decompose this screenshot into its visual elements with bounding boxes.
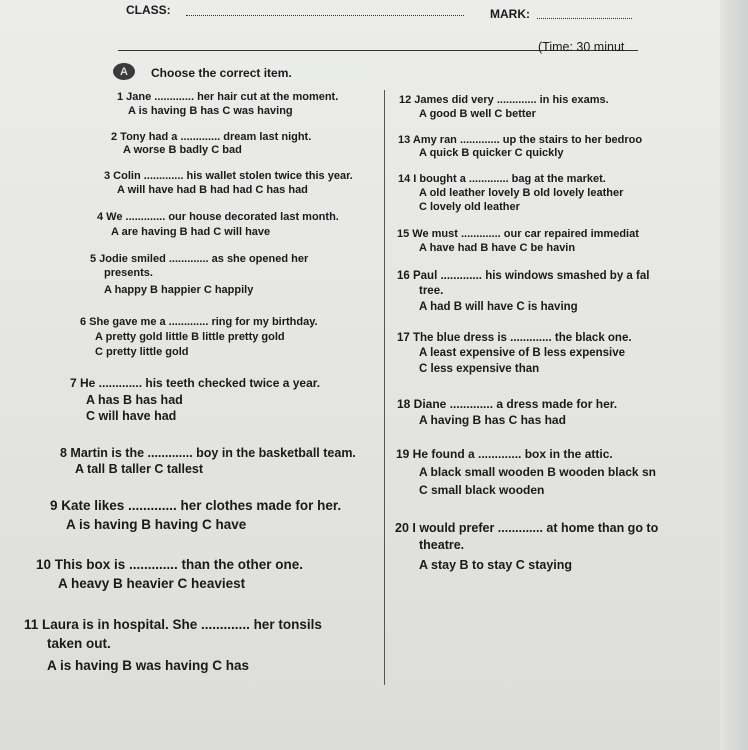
question-19-options-1: A black small wooden B wooden black sn <box>419 465 656 479</box>
class-field <box>186 14 464 16</box>
class-label: CLASS: <box>126 3 171 17</box>
question-18-options: A having B has C has had <box>419 413 566 427</box>
question-16-options: A had B will have C is having <box>419 301 578 313</box>
question-20-stem-cont: theatre. <box>419 538 465 552</box>
question-9-options: A is having B having C have <box>66 517 247 532</box>
question-1-options: A is having B has C was having <box>128 105 293 117</box>
question-10-options: A heavy B heavier C heaviest <box>58 576 246 591</box>
question-15-stem: 15 We must ............. our car repaired immediat <box>397 228 639 240</box>
question-17-stem: 17 The blue dress is ............. the black one. <box>397 332 632 344</box>
question-2-options: A worse B badly C bad <box>123 144 242 156</box>
question-16-stem-cont: tree. <box>419 285 444 297</box>
question-9-stem: 9 Kate likes ............. her clothes made for her. <box>50 498 342 513</box>
question-16-stem: 16 Paul ............. his windows smashed by a fal <box>397 270 650 282</box>
section-badge: A <box>113 63 135 80</box>
question-10-stem: 10 This box is ............. than the other one. <box>36 557 304 572</box>
question-3-options: A will have had B had had C has had <box>117 184 308 196</box>
question-14-options-1: A old leather lovely B old lovely leather <box>419 187 624 199</box>
question-11-stem-cont: taken out. <box>47 636 111 651</box>
question-6-options-2: C pretty little gold <box>95 346 189 358</box>
question-11-options: A is having B was having C has <box>47 658 250 673</box>
question-12-stem: 12 James did very ............. in his exams. <box>399 94 609 106</box>
question-15-options: A have had B have C be havin <box>419 242 576 254</box>
question-5-stem-cont: presents. <box>104 267 153 279</box>
question-17-options-1: A least expensive of B less expensive <box>419 347 626 359</box>
question-13-stem: 13 Amy ran ............. up the stairs to her bedroo <box>398 134 643 146</box>
question-14-stem: 14 I bought a ............. bag at the market. <box>398 173 606 185</box>
question-8-stem: 8 Martin is the ............. boy in the basketball team. <box>60 446 356 460</box>
question-19-options-2: C small black wooden <box>419 483 545 497</box>
question-19-stem: 19 He found a ............. box in the attic. <box>396 447 613 461</box>
time-label: (Time: 30 minut <box>538 40 625 54</box>
question-6-options-1: A pretty gold little B little pretty gold <box>95 331 285 343</box>
question-7-options-1: A has B has had <box>86 393 183 407</box>
question-1-stem: 1 Jane ............. her hair cut at the moment. <box>117 91 339 103</box>
question-7-options-2: C will have had <box>86 409 177 423</box>
question-8-options: A tall B taller C tallest <box>75 462 204 476</box>
page-edge <box>720 0 748 750</box>
question-3-stem: 3 Colin ............. his wallet stolen twice this year. <box>104 170 353 182</box>
question-4-stem: 4 We ............. our house decorated last month. <box>97 211 339 223</box>
question-12-options: A good B well C better <box>419 108 536 120</box>
question-14-options-2: C lovely old leather <box>419 201 520 213</box>
section-title: Choose the correct item. <box>151 66 292 80</box>
question-11-stem: 11 Laura is in hospital. She ............. her tonsils <box>24 617 322 632</box>
question-7-stem: 7 He ............. his teeth checked twice a year. <box>70 376 321 390</box>
question-20-options: A stay B to stay C staying <box>419 558 573 572</box>
question-5-options: A happy B happier C happily <box>104 284 254 296</box>
question-20-stem: 20 I would prefer ............. at home than go to <box>395 521 659 535</box>
question-18-stem: 18 Diane ............. a dress made for her. <box>397 397 618 411</box>
question-5-stem: 5 Jodie smiled ............. as she opened her <box>90 253 309 265</box>
question-6-stem: 6 She gave me a ............. ring for my birthday. <box>80 316 318 328</box>
mark-label: MARK: <box>490 7 530 21</box>
mark-field <box>537 17 632 19</box>
question-2-stem: 2 Tony had a ............. dream last night. <box>111 131 312 143</box>
question-17-options-2: C less expensive than <box>419 363 540 375</box>
column-divider <box>384 90 385 685</box>
question-13-options: A quick B quicker C quickly <box>419 147 564 159</box>
question-4-options: A are having B had C will have <box>111 226 271 238</box>
